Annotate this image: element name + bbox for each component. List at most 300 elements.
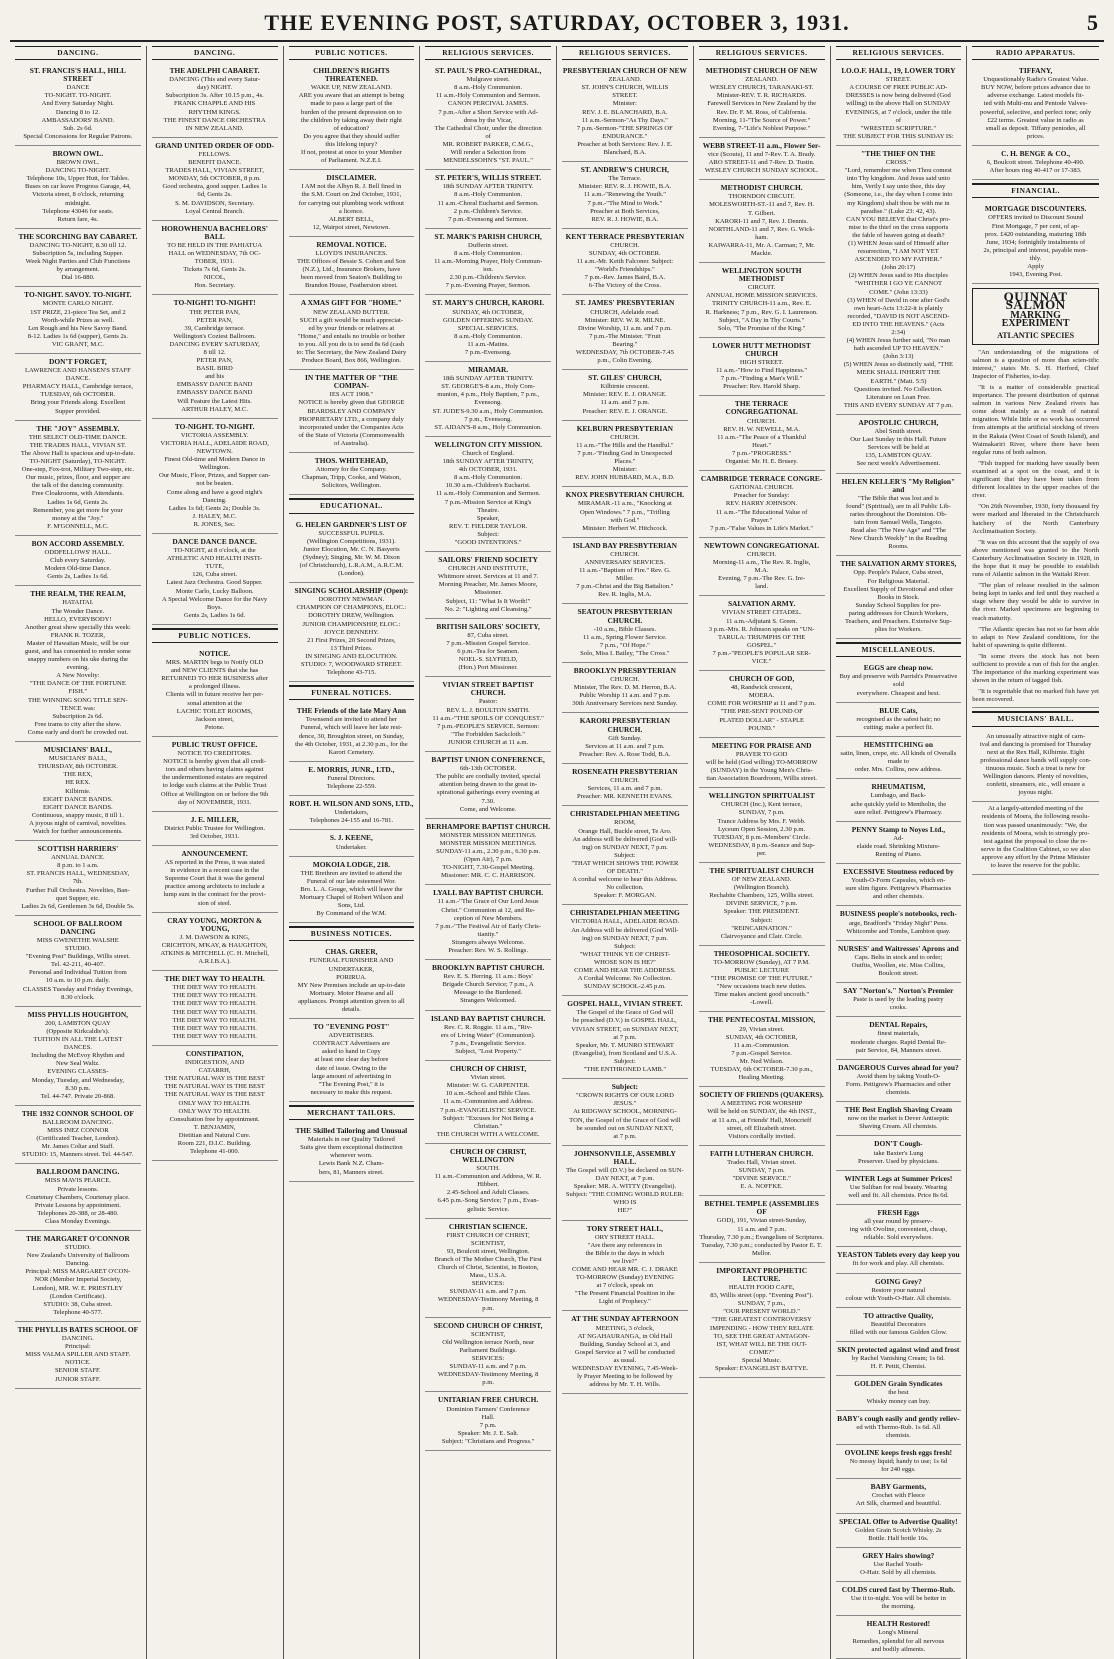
ad-line: Preacher: MR. KENNETH EVANS. <box>577 793 673 801</box>
article-paragraph: "It is regrettable that no marked fish have yet been recovered. <box>972 688 1099 704</box>
ad-line: For Religious Material. <box>867 577 930 585</box>
advertisement <box>836 1060 962 1102</box>
ad-line: Loyal Central Branch. <box>185 207 245 215</box>
ad-line: Heart." <box>752 441 772 449</box>
ad-line: TO BE HELD IN THE PAHIATUA <box>167 241 263 249</box>
ad-line: THE DIET WAY TO HEALTH. <box>172 1008 257 1016</box>
ad-line: NORTHLAND-11 and 7, Rev. G. Wick- <box>708 225 815 233</box>
ad-line: MEETING, 3 o'clock, <box>595 1324 655 1332</box>
ad-line: Ad- <box>893 834 904 842</box>
advertisement <box>836 1411 962 1445</box>
ad-line: Speaker: EVANGELIST BATTYE. <box>714 1365 809 1373</box>
ad-line: Subscription 5s, including Supper. <box>32 249 124 257</box>
advertisement <box>699 138 825 180</box>
ad-line: and other chemists. <box>872 893 924 901</box>
ad-heading: BUSINESS people's notebooks, rech- <box>839 909 957 919</box>
ad-line: ache quickly yield to Mentholin, the <box>850 800 947 808</box>
ad-line: 8 a.m.-Holy Communion. <box>454 249 523 257</box>
ad-line: Missioner. <box>474 589 502 597</box>
advertisement <box>836 1308 962 1342</box>
ad-line: by Rachel Vanishing Cream; 1s 6d. <box>851 1355 945 1363</box>
ad-heading: S. J. KEENE, <box>329 833 373 843</box>
ad-heading: BETHEL TEMPLE (ASSEMBLIES OF <box>704 1199 819 1217</box>
ad-line: A Cordial Welcome. No Collection. <box>577 975 672 983</box>
ad-line: Come, and Welcome. <box>459 805 517 813</box>
advertisement <box>15 536 141 586</box>
ad-line: per. <box>756 849 767 857</box>
ad-line: Clients will in future receive her per- <box>165 691 264 699</box>
ad-line: "The Forbidden Sackcloth." <box>451 730 525 738</box>
advertisement <box>289 944 415 1019</box>
column-heading: RELIGIOUS SERVICES. <box>562 46 688 60</box>
ad-line: Trance Address by Mrs. F. Webb. <box>717 817 806 825</box>
ad-line: EMBASSY DANCE BAND <box>176 389 253 397</box>
ad-heading: CHAS. GREER, <box>325 947 378 957</box>
ad-line: Private Lessons by appointment. <box>34 1201 121 1209</box>
column-heading: RELIGIOUS SERVICES. <box>836 46 962 60</box>
ad-line: OF DEATH." <box>606 867 643 875</box>
ad-line: incorporated under the Companies Acts <box>299 423 404 431</box>
ad-line: in evidence in a recent case in the <box>170 867 260 875</box>
ad-line: THURSDAY, 8th OCTOBER. <box>37 763 118 771</box>
ad-line: NEWTOWN. <box>196 448 233 456</box>
ad-line: Use Suliban for real beauty. Wearing <box>849 1183 947 1191</box>
ad-heading: THE PENTECOSTAL MISSION, <box>707 1015 816 1025</box>
ad-heading: THE REALM, THE REALM, <box>30 589 126 599</box>
ad-line: "WRESTED SCRIPTURE." <box>860 124 937 132</box>
ad-line: (Wellington Branch). <box>733 884 790 892</box>
ad-line: (John 3:13) <box>883 353 914 361</box>
ad-line: Boulcott street. <box>878 970 919 977</box>
ad-line: Week Night Parties and Club Functions <box>25 258 131 266</box>
ad-line: cooks. <box>889 1004 907 1012</box>
ad-line: Renting of Piano. <box>875 850 922 858</box>
ad-line: 7 p.m.-"The Festival Air of Early Chris- <box>435 922 541 930</box>
ad-line: sure slim figure. Pettigrew's Pharmacies <box>845 885 952 893</box>
ad-line: Dominion Farmers' Conference <box>446 1405 530 1413</box>
ad-line: ed with Thermo-Rub. 1s 6d. All <box>856 1423 941 1431</box>
ad-line: A MEETING FOR WORSHIP <box>720 1100 803 1108</box>
ad-heading: KNOX PRESBYTERIAN CHURCH. <box>565 490 685 500</box>
advertisement <box>836 737 962 779</box>
ad-line: arge, Bradford's "Friday Night" Pens. <box>849 919 948 927</box>
ad-heading: C. H. BENGE & CO., <box>1001 148 1071 158</box>
ad-line: CHURCH. <box>610 241 640 249</box>
advertisement <box>15 287 141 354</box>
ad-line: Questions invited. No Collection. <box>854 385 943 393</box>
ad-heading: YEASTON Tablets every day keep you <box>837 1250 960 1260</box>
ad-line: day) NIGHT. <box>197 84 233 92</box>
ad-line: THE DIET WAY TO HEALTH. <box>172 1016 257 1024</box>
section-heading: EDUCATIONAL. <box>289 498 415 513</box>
ad-line: ORY STREET HALL. <box>594 1233 655 1241</box>
ad-line: Strangers always Welcome. <box>451 938 525 946</box>
ad-line: Special Concessions for Regular Patrons. <box>23 132 133 140</box>
ad-line: Personal and Individual Tuition from <box>28 969 127 977</box>
ad-line: Evening, 7-"Life's Noblest Purpose." <box>712 124 811 132</box>
ad-line: Courtenay Chambers, Courtenay place. <box>25 1193 130 1201</box>
ad-line: Consultation free by appointment. <box>169 1115 260 1123</box>
ad-line: 8 a.m.-Holy Communion. <box>454 191 523 199</box>
ad-line: Mortuary Chapel of Robert Wilson and <box>299 893 404 901</box>
ad-line: made to pass a large part of the <box>310 100 393 108</box>
advertisement <box>836 556 962 639</box>
ad-line: 6, Boulcott street. Telephone 40-490. <box>986 159 1085 167</box>
ad-line: powerful, selective, and perfect tone; only <box>980 108 1092 116</box>
ad-line: THE NATURAL WAY IS THE BEST <box>164 1091 265 1099</box>
ad-line: Subject: <box>614 851 636 859</box>
ad-line: THE SELECT OLD-TIME DANCE. <box>28 433 127 441</box>
ad-line: Bro. L. A. Gouge, which will leave the <box>300 885 403 893</box>
advertisement <box>836 63 962 146</box>
ad-line: Subject, 11: "What Is It Worth!" <box>445 597 531 605</box>
ad-line: Gents 2s, Ladies 1s 6d. <box>184 611 246 619</box>
ad-line: midnight. <box>65 199 91 207</box>
ad-line: plies for Workers. <box>874 626 922 634</box>
ad-line: (Certificated Teacher, London). <box>36 1135 120 1143</box>
ad-line: ODDFELLOWS' HALL. <box>44 548 112 556</box>
ad-heading: CHURCH OF CHRIST, <box>450 1064 527 1074</box>
ad-line: well and fit. All chemists. Price 8s 6d. <box>848 1191 949 1199</box>
ad-line: to lodge such claims at the Public Trust <box>162 782 267 790</box>
ad-line: (London). <box>338 570 365 578</box>
ad-line: EIGHT DANCE BANDS. <box>43 795 113 803</box>
ad-line: 7 p.m.-"Finding God in Unexpected <box>577 449 673 457</box>
ad-line: 7 p.m.-"PROGRESS." <box>732 449 792 457</box>
ad-line: the S.M. Court on 2nd October, 1931, <box>301 191 402 199</box>
advertisement <box>15 916 141 1007</box>
ad-line: Continuous, snappy music, 8 till 1. <box>31 811 124 819</box>
ad-line: for carrying out plumbing work without <box>298 199 405 207</box>
article-paragraph: "Fish trapped for marking have usually been examined at a spot on the coast, and it is significant that they have been taken from different localities in the upper reaches of the river. <box>972 459 1099 500</box>
ad-line: Free Cloakrooms, with Attendants. <box>31 490 124 498</box>
ad-line: SUNDAY-11 a.m., 2.30 p.m., 6.30 p.m. <box>436 847 541 855</box>
ad-line: to leave the reserve for the public. <box>990 861 1081 869</box>
ad-heading: HOROWHENUA BACHELORS' BALL <box>161 223 268 241</box>
ad-line: Preacher at both Services: Rev. J. E. <box>577 140 673 148</box>
ad-line: REV. T. FIELDER TAYLOR. <box>449 522 528 530</box>
ad-heading: CHRISTADELPHIAN MEETING <box>570 908 680 918</box>
ad-line: Hall. <box>481 1413 495 1421</box>
ad-line: "Home," and entails no trouble or bother <box>297 332 406 340</box>
ad-line: 11 a.m.-"The Hills and the Handful." <box>576 441 674 449</box>
ad-heading: WEBB STREET-11 a.m., Flower Ser- <box>702 140 821 150</box>
ad-line: of Parliament. N.Z.E.I. <box>321 157 382 165</box>
ad-line: Speaker: F. MORGAN. <box>593 892 656 900</box>
ad-line: TUESDAY, 6th OCTOBER. <box>40 391 116 399</box>
ad-heading: ST. GILES' CHURCH, <box>588 373 662 383</box>
ad-line: dence, 30, Broughton street, on Sunday, <box>298 732 404 740</box>
ad-line: 18th SUNDAY AFTER TRINITY. <box>442 375 534 383</box>
ad-line: HATAITAI. <box>62 599 94 607</box>
ad-line: evening. <box>66 664 90 672</box>
divider-rule <box>972 707 1099 708</box>
ad-line: CLASSES Tuesday and Friday Evenings, <box>23 985 133 993</box>
ad-line: Prayer." <box>751 516 773 524</box>
ad-line: DRESSES is now being delivered (God <box>845 92 951 100</box>
ad-line: Room 221, D.I.C. Building. <box>177 1139 252 1147</box>
ad-line: NICOL, <box>203 274 226 282</box>
ad-line: small as deposit. Tiffany pentodes, all <box>985 124 1086 132</box>
ad-line: FRANK R. TOZER, <box>50 631 106 639</box>
ad-line: Gift Sunday. <box>608 734 642 742</box>
ad-line: (John 20:17) <box>881 264 916 272</box>
ad-line: THE Brethren are invited to attend the <box>300 869 403 877</box>
ad-heading: COLDS cured fast by Thermo-Rub. <box>841 1585 956 1595</box>
ad-line: Brigade Church Service; 7 p.m., A <box>442 981 534 989</box>
ad-line: MONDAY, 5th OCTOBER, 8 p.m. <box>168 175 261 183</box>
ad-line: CHURCH (Inc.), Kent terrace, <box>721 801 803 809</box>
ad-heading: SINGING SCHOLARSHIP (Open): <box>294 586 409 596</box>
ad-heading: CHURCH OF GOD, <box>729 674 795 684</box>
ad-line: Bring your Friends along. Excellent <box>30 399 126 407</box>
ad-heading: ST. FRANCIS'S HALL, HILL STREET <box>29 66 126 84</box>
advertisement <box>562 63 688 162</box>
ad-line: paradise." (Luke 23: 42, 43). <box>860 207 937 215</box>
ad-heading: Subject: <box>611 1082 639 1092</box>
ad-line: ST. FRANCIS HALL, WEDNESDAY, <box>26 870 130 878</box>
ad-line: Funeral of our late esteemed Wor. <box>306 877 396 885</box>
ad-line: VIVIAN STREET, on SUNDAY NEXT, <box>571 1025 679 1033</box>
ad-line: A COURSE OF FREE PUBLIC AD- <box>849 84 948 92</box>
ad-line: Our Music, Floor, Prizes, and Supper can- <box>158 472 271 480</box>
ad-line: satin, linen, crepe, etc. All kinds of Overalls made to <box>840 750 957 766</box>
ad-line: LAWRENCE AND HANSEN'S STAFF <box>24 367 131 375</box>
ad-heading: THE TERRACE CONGREGATIONAL <box>725 399 798 417</box>
ad-line: No. 2: "Lighting and Cleansing." <box>444 605 532 613</box>
ad-line: COME FOR WORSHIP at 11 and 7 p.m. <box>707 700 816 708</box>
ad-heading: SAY "Norton's." Norton's Premier <box>843 986 954 996</box>
ad-heading: SPECIAL Offer to Advertise Quality! <box>839 1516 958 1526</box>
ad-line: 11 a.m.-Communion and Address, W. R. <box>434 1173 542 1181</box>
ad-line: Youth-O-Form Capsules, which en- <box>851 877 946 885</box>
ad-line: "REINCARNATION." <box>731 924 792 932</box>
ad-line: 10 a.m.-School and Bible Class. <box>445 1090 531 1098</box>
ad-line: (Sydney); Singing, Mr. W. M. Dixon <box>302 553 400 561</box>
ad-line: Telephones 20-388, or 28-480. <box>37 1209 119 1217</box>
ad-line: MISS MAVIS PEARCE. <box>44 1177 111 1185</box>
advertisement <box>289 830 415 856</box>
ad-line: Watch for further announcements. <box>32 827 123 835</box>
ad-heading: ST. PAUL'S PRO-CATHEDRAL, <box>434 66 542 76</box>
advertisement <box>152 913 278 972</box>
ad-line: 11 a.m.-"How to Find Happiness." <box>716 367 808 375</box>
advertisement <box>425 1061 551 1144</box>
advertisement <box>972 201 1099 284</box>
ad-line: cutting; make a perfect fit. <box>863 723 934 731</box>
advertisement <box>289 1019 415 1102</box>
advertisement <box>425 170 551 229</box>
ad-line: 7 p.m.-Christ and the Big Battalion." <box>576 583 674 591</box>
ad-line: 11 a.m.-"Baptism of Fire." Rev. G. <box>579 567 671 575</box>
advertisement <box>562 421 688 488</box>
ad-line: Minister: W. G. CARPENTER. <box>446 1082 530 1090</box>
ad-line: 7 p.m.-Mission Service at King's <box>444 498 532 506</box>
ad-line: THE FINEST DANCE ORCHESTRA <box>163 116 266 124</box>
ad-line: CANON PERCIVAL JAMES. <box>447 100 529 108</box>
advertisement <box>425 295 551 362</box>
column <box>284 46 421 1659</box>
ad-line: THE PETER PAN, <box>189 308 240 316</box>
ad-line: H. F. Pettit, Chemist. <box>870 1363 927 1371</box>
ad-line: take Baxter's Lung <box>873 1149 924 1157</box>
ad-line: MY New Premises include an up-to-date <box>297 981 406 989</box>
ad-line: Rev. C. R. Roggie. 11 a.m., "Riv- <box>443 1023 533 1031</box>
ad-heading: TO "EVENING POST" <box>313 1022 390 1032</box>
advertisement <box>699 946 825 1013</box>
column <box>967 46 1104 1659</box>
ad-line: 6 p.m.-Tea for Seamen. <box>457 648 520 655</box>
ad-line: Subject: <box>614 942 636 950</box>
ad-line: WESLEY CHURCH, TARANAKI-ST. <box>709 84 814 92</box>
ad-line: CHURCH, Adelaide road. <box>590 308 660 316</box>
ad-line: order. Mrs. Collins, new address. <box>854 766 942 774</box>
ad-line: VICTORIA HALL, ADELAIDE ROAD. <box>570 918 680 926</box>
ad-line: street, off Elizabeth street. <box>726 1124 797 1132</box>
ad-line: -Lowell. <box>750 999 773 1007</box>
advertisement <box>699 263 825 338</box>
ad-heading: CRAY YOUNG, MORTON & YOUNG, <box>167 915 263 933</box>
ad-line: SUNDAY, 4th OCTOBER, <box>452 308 524 316</box>
ad-line: THORNDON CIRCUIT. <box>728 193 795 201</box>
ad-line: "THE DANCE OF THE FORTUNE <box>29 680 126 688</box>
ad-line: Evensong. <box>474 399 502 407</box>
ad-line: Remember, you get more for your <box>32 506 123 514</box>
ad-heading: SOCIETY OF FRIENDS (QUAKERS). <box>699 1090 824 1100</box>
ad-heading: I.O.O.F. HALL, 19, LOWER TORY <box>841 66 956 76</box>
ad-line: Kilbirnie. <box>65 787 91 795</box>
ad-line: SOUTH. <box>476 1165 500 1173</box>
ad-line: 11 a.m.-Holy Communion and Sermon. <box>435 490 541 498</box>
ad-line: PORIRUA. <box>336 973 367 981</box>
ad-line: WEDNESDAY, 8 p.m.-Seance and Sup- <box>708 841 815 849</box>
ad-line: GATIONAL CHURCH. <box>729 484 794 492</box>
ad-line: Long's Mineral <box>878 1629 919 1637</box>
ad-line: Modern Old-time Dance. <box>44 565 112 573</box>
ad-line: 6-The Victory of the Cross. <box>588 282 661 290</box>
ad-line: "World's Friendships." <box>595 266 655 274</box>
ad-line: "Are there any references in <box>587 1241 662 1249</box>
ad-line: DAY NEXT, at 7 p.m. <box>595 1175 655 1183</box>
ad-line: Lumbago, and Back- <box>870 792 927 800</box>
ad-line: ival and dancing is promised for Thursday <box>979 740 1092 748</box>
ad-line: MOERA. <box>748 692 775 700</box>
ad-line: 7 p.m.-Mission Gospel Service. <box>446 639 530 647</box>
ad-line: 11 a.m.-"The Grace of Our Lord Jesus <box>437 898 539 906</box>
ad-line: "Lord, remember me when Thou comest <box>844 167 952 175</box>
ad-line: BUY NOW, before prices advance due to <box>981 84 1091 92</box>
ad-line: SCIENTIST, <box>471 1239 506 1247</box>
ad-line: PUBLIC LECTURE <box>734 967 789 974</box>
ad-line: Visitors cordially invited. <box>728 1132 796 1140</box>
ad-line: JUNIOR STAFF. <box>55 1375 101 1383</box>
ad-line: MENDELSSOHN'S "ST. PAUL." <box>443 157 533 165</box>
column <box>694 46 831 1659</box>
ad-line: Minister-REV. T. R. RICHARDS. <box>716 92 807 100</box>
ad-line: Wellington. <box>199 464 231 472</box>
ad-line: MOLESWORTH-ST.-11 and 7, Rev. H. <box>709 201 815 209</box>
ad-line: Restore your natural <box>871 1286 926 1294</box>
column-heading: PUBLIC NOTICES. <box>289 46 415 60</box>
ad-line: STUDIO: 38, Cuba street. <box>43 1300 113 1308</box>
ad-line: of education? <box>333 124 370 132</box>
ad-line: 87, Cuba street. <box>467 631 509 639</box>
ad-heading: BROOKLYN PRESBYTERIAN <box>573 666 676 675</box>
ad-heading: THE SPIRITUALIST CHURCH <box>709 865 814 875</box>
ad-line: a prolonged illness. <box>188 683 241 691</box>
ad-line: EMBASSY DANCE BAND <box>176 381 253 389</box>
advertisement <box>289 170 415 237</box>
ad-line: BENEFIT DANCE. <box>188 159 242 167</box>
ad-heading: ISLAND BAY PRESBYTERIAN <box>572 540 677 550</box>
ad-line: F. M'GONNELL, M.C. <box>47 522 109 530</box>
ad-line: The Cathedral Choir, under the direction <box>434 124 542 132</box>
ad-line: WEDNESDAY, 7th OCTOBER-7.45 <box>575 349 674 356</box>
ad-line: AMBASSADORS' BAND. <box>41 116 115 124</box>
ad-line: Our Last Sunday in this Hall. Future <box>850 436 947 444</box>
ad-heading: THE ADELPHI CABARET. <box>169 66 260 76</box>
ad-line: 7 p.m., "Of Hope." <box>599 641 650 649</box>
ad-line: 7 p.m.-Rev. James Baird, B.A. <box>584 274 666 282</box>
ad-line: £22 terms. Greatest value in radio as <box>987 116 1084 124</box>
ad-heading: BABY's cough easily and gently reliev- <box>837 1413 960 1423</box>
ad-line: Message to the Burdened. <box>453 989 523 997</box>
ad-line: 2:34) <box>891 329 906 336</box>
ad-heading: THE "JOY" ASSEMBLY. <box>36 423 120 433</box>
ad-line: Monday, Tuesday, and Wednesday, <box>31 1076 124 1084</box>
ad-line: 7 p.m., Evensong. <box>464 415 512 423</box>
ad-line: 13 Third Prizes. <box>330 644 373 652</box>
ad-line: "WHAT THINK YE OF CHRIST- <box>579 950 671 958</box>
ad-line: Services at 11 a.m. and 7 p.m. <box>585 742 665 750</box>
ad-line: Building, Sunday School at 3, and <box>579 1340 671 1348</box>
ad-line: snappy numbers on his uke during the <box>27 656 129 664</box>
ad-line: PRAYER TO GOD <box>735 750 788 758</box>
ad-line: POUND." <box>748 724 776 732</box>
ad-line: VICTORIA ASSEMBLY. <box>180 431 249 439</box>
ad-line: 12, Wairpoi street, Newtown. <box>312 223 391 231</box>
ad-line: 200, LAMBTON QUAY <box>44 1019 111 1027</box>
ad-line: New Church Weekly" in the Reading <box>849 535 948 543</box>
ad-heading: THE Skilled Tailoring and Unusual <box>295 1126 408 1136</box>
ad-line: A joyous night of carnival, novelties. <box>29 819 127 827</box>
ad-line: CHURCH AND INSTITUTE, <box>448 565 529 573</box>
ad-line: the 4th October, 1931, at 2.30 p.m., for the <box>295 740 408 748</box>
ad-heading: ST. MARY'S CHURCH, KARORI. <box>432 298 544 308</box>
ad-line: be preached (D.V.) in GOSPEL HALL, <box>573 1017 677 1025</box>
ad-line: JUNIOR CHAMPIONSHIP, ELOC.: <box>302 620 401 628</box>
advertisement <box>836 1445 962 1479</box>
advertisement <box>699 63 825 138</box>
ad-line: 7 p.m.-"PEOPLE'S POPULAR SER- <box>712 649 811 657</box>
ad-heading: KELBURN PRESBYTERIAN <box>576 423 674 433</box>
ad-heading: THEOSOPHICAL SOCIETY. <box>713 948 810 958</box>
ad-line: quet Supper, etc. <box>55 894 100 902</box>
ad-heading: BERHAMPORE BAPTIST CHURCH. <box>426 821 550 831</box>
ad-line: (Someone, i.e., the day when I come into <box>844 191 953 199</box>
advertisement <box>289 1123 415 1182</box>
article-paragraph: "It is a matter of considerable practical importance. The present distribution of quinnat salmon in various New Zealand rivers has come about mainly as a result of natural migration. While little or no work has occurred from attempts at the artificial stocking of rivers in the Rakaia (West Coast of South Island), and Waimakariri River, where there have been regular runs of both salmon. <box>972 384 1099 456</box>
ad-line: to: The Secretary, the New Zealand Dairy <box>296 349 407 356</box>
advertisement <box>425 63 551 170</box>
ad-line: Ladies 1s 6d; Gents 2s; Double 3s. <box>168 504 261 512</box>
ad-line: DANCING EVERY SATURDAY, <box>169 340 260 348</box>
ad-line: whenever worn. <box>330 1152 373 1160</box>
ad-line: FISH." <box>68 688 88 696</box>
ad-line: Evening, 7 p.m.-The Rev. G. Ire- <box>718 575 806 583</box>
ad-line: MONTE CARLO NIGHT. <box>42 300 114 308</box>
ad-line: Ladies 1s 6d, Gents 2s. <box>47 498 109 506</box>
